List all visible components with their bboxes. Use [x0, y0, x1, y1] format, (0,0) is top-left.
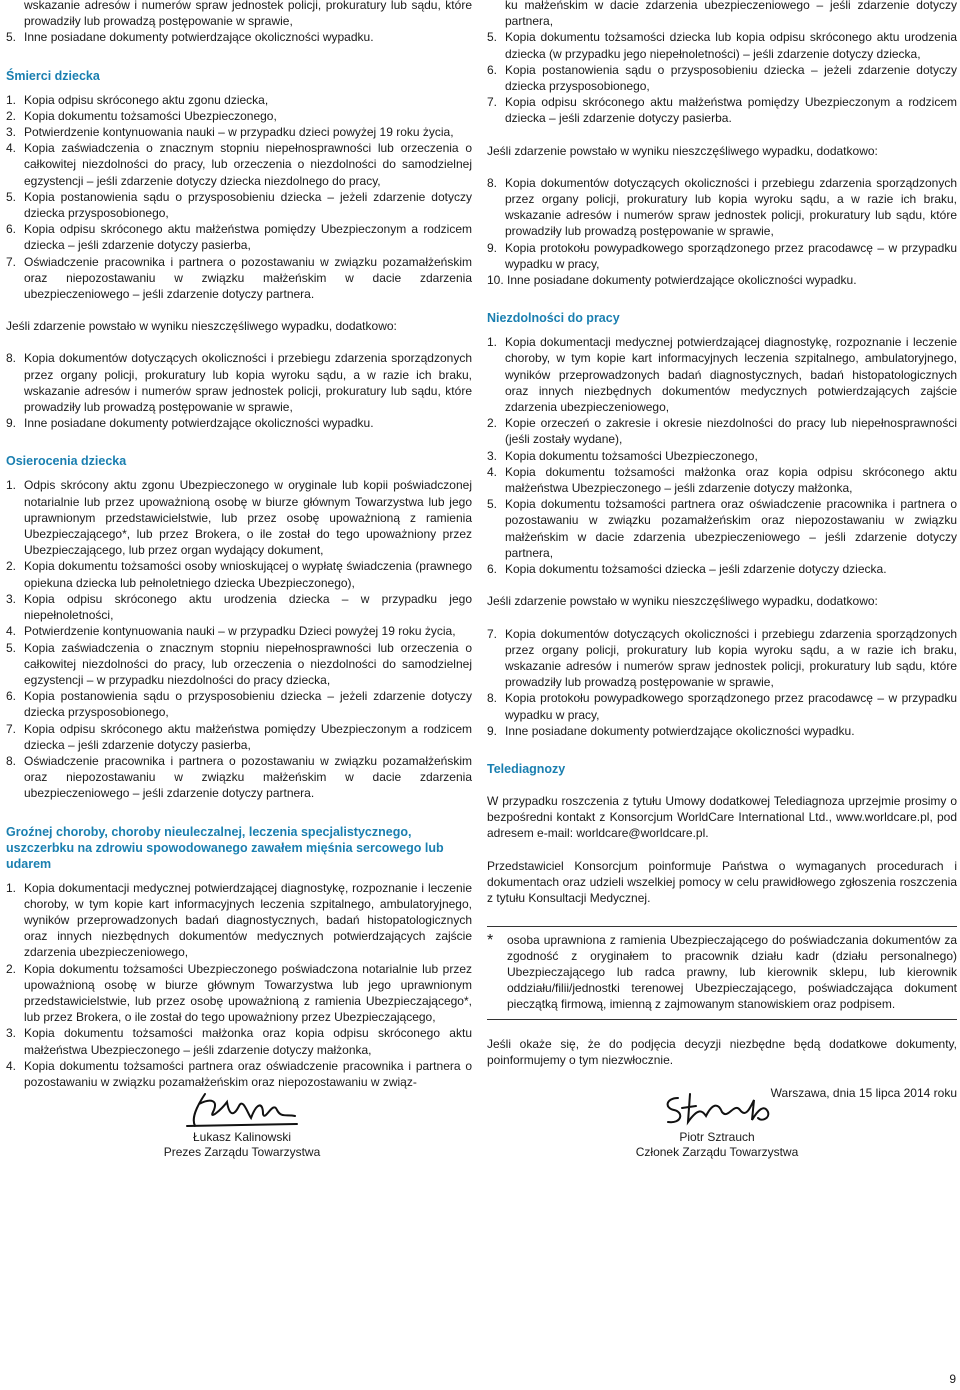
footnote — [487, 926, 957, 1020]
left-column — [6, 0, 472, 1090]
signatory-role-right: Członek Zarządu Towarzystwa — [635, 1145, 799, 1159]
osierocenia-list — [6, 477, 472, 801]
list-item: 4. Kopia zaświadczenia o znacznym stopniu niepełnosprawności lub orzeczenia o całkowitej niezdolności do pracy, lub orzeczenia o niezdolności do samodzielnej egzystencji – jeśli zdarzenie dotyczy dziecka niezdolnego do pracy, — [6, 141, 472, 188]
telediagnozy-paragraph-1: W przypadku roszczenia z tytułu Umowy dodatkowej Telediagnoza uprzejmie prosimy o bezpośredni kontakt z Konsorcjum WorldCare International Ltd., www.worldcare.pl, pod adresem e-mail: worldcare@worldcare.pl. — [487, 793, 957, 841]
list-item: 5. Kopia postanowienia sądu o przysposobieniu dziecka – jeżeli zdarzenie dotyczy dziecka przysposobionego, — [6, 189, 472, 221]
accident-intro: Jeśli zdarzenie powstało w wyniku nieszczęśliwego wypadku, dodatkowo: — [6, 319, 397, 334]
accident-intro: Jeśli zdarzenie powstało w wyniku nieszczęśliwego wypadku, dodatkowo: — [487, 143, 878, 158]
intro-list — [6, 0, 472, 46]
list-item: 9. Inne posiadane dokumenty potwierdzające okoliczności wypadku. — [6, 416, 374, 431]
section-heading-niezdolnosci: Niezdolności do pracy — [487, 311, 620, 326]
list-item: 5. Kopia zaświadczenia o znacznym stopniu niepełnosprawności lub orzeczenia o całkowitej niezdolności do pracy, lub orzeczenia o niezdolności do samodzielnej egzystencji – w przypadku niezdolności do pracy dziecka, — [6, 640, 472, 687]
section-heading-smierci: Śmierci dziecka — [6, 68, 100, 83]
list-item: 1. Kopia odpisu skróconego aktu zgonu dziecka, — [6, 92, 269, 107]
list-item: 9. Kopia protokołu powypadkowego sporządzonego przez pracodawcę – w przypadku wypadku w pracy, — [487, 240, 957, 271]
closing-paragraph: Jeśli okaże się, że do podjęcia decyzji niezbędne będą dodatkowe dokumenty, poinformujemy o tym niezwłocznie. — [487, 1037, 957, 1068]
list-item: 5. Kopia dokumentu tożsamości partnera oraz oświadczenie pracownika i partnera o pozostawaniu w związku pozamałżeńskim oraz niepozostawaniu w związku małżeńskim w dacie zdarzenia ubezpieczeniowego – jeśli zdarzenie dotyczy partnera, — [487, 497, 957, 560]
list-item: 2. Kopia dokumentu tożsamości Ubezpieczonego, — [6, 108, 277, 123]
list-item: 3. Kopia dokumentu tożsamości małżonka oraz kopia odpisu skróconego aktu małżeństwa Ubezpieczonego – jeśli zdarzenie dotyczy małżonka, — [6, 1026, 472, 1057]
signatory-name-left: Łukasz Kalinowski — [192, 1130, 292, 1144]
right-column — [487, 0, 957, 1101]
continuation-list — [487, 0, 957, 127]
list-item: 8. Oświadczenie pracownika i partnera o pozostawaniu w związku pozamałżeńskim oraz niepozostawaniu w związku małżeńskim w dacie zdarzenia ubezpieczeniowego – jeśli zdarzenie dotyczy partnera. — [6, 753, 472, 801]
list-item: 6. Kopia dokumentu tożsamości dziecka – jeśli zdarzenie dotyczy dziecka. — [487, 562, 887, 577]
list-item: 3. Kopia dokumentu tożsamości Ubezpieczonego, — [487, 448, 758, 463]
list-item: 4. Kopia dokumentu tożsamości małżonka oraz kopia odpisu skróconego aktu małżeństwa Ubezpieczonego – jeśli zdarzenie dotyczy małżonka, — [487, 464, 957, 496]
section-heading-telediagnozy: Telediagnozy — [487, 761, 566, 776]
list-item: 6. Kopia postanowienia sądu o przysposobieniu dziecka – jeżeli zdarzenie dotyczy dziecka przysposobionego, — [6, 689, 472, 720]
accident-intro: Jeśli zdarzenie powstało w wyniku nieszczęśliwego wypadku, dodatkowo: — [487, 594, 878, 609]
list-item: ku małżeńskim w dacie zdarzenia ubezpieczeniowego – jeśli zdarzenie dotyczy partnera, — [505, 0, 957, 29]
signature-block-left — [132, 1088, 352, 1160]
signature-right-icon — [652, 1088, 782, 1130]
list-item: 7. Kopia dokumentów dotyczących okoliczności i przebiegu zdarzenia sporządzonych przez organy policji, prokuratury lub kopia wyroku sądu, a w razie ich braku, wskazanie adresów i numerów spraw jednostek policji, prokuratury lub sądu, które prowadziły lub prowadzą postępowanie w sprawie, — [487, 626, 957, 690]
list-item: 2. Kopia dokumentu tożsamości Ubezpieczonego poświadczona notarialnie lub przez upoważnioną osobę w biurze głównym Towarzystwa lub jego uprawnionym przedstawicielstwie, lub przez osobę upoważnioną z ramienia Ubezpieczającego*, lub przez Brokera, o ile został do tego upoważniony przez Ubezpieczającego, — [6, 961, 472, 1025]
list-item: 7. Kopia odpisu skróconego aktu małżeństwa pomiędzy Ubezpieczonym a rodzicem dziecka – jeśli zdarzenie dotyczy pasierba. — [487, 95, 957, 126]
list-item: 5. Inne posiadane dokumenty potwierdzające okoliczności wypadku. — [6, 30, 374, 45]
list-item: 6. Kopia odpisu skróconego aktu małżeństwa pomiędzy Ubezpieczonym a rodzicem dziecka – jeśli zdarzenie dotyczy pasierba, — [6, 222, 472, 253]
niezdolnosci-accident-list — [487, 626, 957, 739]
list-item: 5. Kopia dokumentu tożsamości dziecka lub kopia odpisu skróconego aktu urodzenia dziecka (w przypadku jego niepełnoletności) – jeśli zdarzenie dotyczy dziecka, — [487, 30, 957, 61]
section-heading-osierocenia: Osierocenia dziecka — [6, 454, 127, 469]
list-item: 8. Kopia dokumentów dotyczących okoliczności i przebiegu zdarzenia sporządzonych przez organy policji, prokuratury lub kopia wyroku sądu, a w razie ich braku, wskazanie adresów i numerów spraw jednostek policji, prokuratury lub sądu, które prowadziły lub prowadzą postępowanie w sprawie, — [487, 175, 957, 239]
signatory-role-left: Prezes Zarządu Towarzystwa — [163, 1145, 321, 1159]
list-item: 9. Inne posiadane dokumenty potwierdzające okoliczności wypadku. — [487, 723, 855, 738]
section-heading-choroby: Groźnej choroby, choroby nieuleczalnej, leczenia specjalistycznego, uszczerbku na zdrowiu spowodowanego zawałem mięśnia sercowego lub udarem — [6, 824, 444, 871]
signatory-name-right: Piotr Sztrauch — [679, 1130, 755, 1144]
niezdolnosci-list — [487, 334, 957, 577]
place-date: Warszawa, dnia 15 lipca 2014 roku — [770, 1085, 957, 1100]
page-number: 9 — [949, 1372, 956, 1386]
telediagnozy-paragraph-2: Przedstawiciel Konsorcjum poinformuje Państwa o wymaganych procedurach i dokumentach oraz udzieli wszelkiej pomocy w celu prawidłowego zgłoszenia roszczenia z tytułu Konsultacji Medycznej. — [487, 858, 957, 905]
choroby-list — [6, 880, 472, 1091]
list-item: 8. Kopia dokumentów dotyczących okoliczności i przebiegu zdarzenia sporządzonych przez organy policji, prokuratury lub kopia wyroku sądu, a w razie ich braku, wskazanie adresów i numerów spraw jednostek policji, prokuratury lub sądu, które prowadziły lub prowadzą postępowanie w sprawie, — [6, 351, 472, 415]
list-item: 4. Potwierdzenie kontynuowania nauki – w przypadku Dzieci powyżej 19 roku życia, — [6, 624, 456, 639]
list-item: 7. Kopia odpisu skróconego aktu małżeństwa pomiędzy Ubezpieczonym a rodzicem dziecka – jeśli zdarzenie dotyczy pasierba, — [6, 721, 472, 752]
list-item: 8. Kopia protokołu powypadkowego sporządzonego przez pracodawcę – w przypadku wypadku w pracy, — [487, 691, 957, 722]
list-item: 2. Kopie orzeczeń o zakresie i okresie niezdolności do pracy lub niepełnosprawności (jeśli zostały wydane), — [487, 416, 957, 447]
list-item: 6. Kopia postanowienia sądu o przysposobieniu dziecka – jeżeli zdarzenie dotyczy dziecka przysposobionego, — [487, 62, 957, 94]
footnote-marker: * — [487, 932, 494, 950]
list-item: 1. Kopia dokumentacji medycznej potwierdzającej diagnostykę, rozpoznanie i leczenie choroby, w tym kopie kart informacyjnych leczenia szpitalnego, ambulatoryjnego, wyników przeprowadzonych badań diagnostycznych, badań histopatologicznych oraz innych niezbędnych dokumentów medycznych potwierdzających zajście zdarzenia ubezpieczeniowego, — [487, 335, 957, 415]
footnote-text: osoba uprawniona z ramienia Ubezpieczającego do poświadczania dokumentów za zgodność z oryginałem to pracownik działu kadr (działu personalnego) Ubezpieczającego lub radca prawny, lub kierownik sklepu, lub kierownik oddziału/filii/jednostki terenowej Ubezpieczającego, poświadczająca dokument pieczątką firmową, imienną z zajmowanym stanowiskiem oraz podpisem. — [507, 933, 957, 1012]
list-item: 3. Potwierdzenie kontynuowania nauki – w przypadku dzieci powyżej 19 roku życia, — [6, 125, 454, 140]
list-item: 4. Kopia dokumentu tożsamości partnera oraz oświadczenie pracownika i partnera o pozostawaniu w związku pozamałżeńskim oraz niepozostawaniu w związ- — [6, 1058, 472, 1089]
list-item: 7. Oświadczenie pracownika i partnera o pozostawaniu w związku pozamałżeńskim oraz niepozostawaniu w związku małżeńskim w dacie zdarzenia ubezpieczeniowego – jeśli zdarzenie dotyczy partnera. — [6, 254, 472, 302]
list-item: 3. Kopia odpisu skróconego aktu urodzenia dziecka – w przypadku jego niepełnoletności, — [6, 591, 472, 623]
right-accident-list — [487, 175, 957, 288]
smierci-accident-list — [6, 350, 472, 431]
list-item: 1. Kopia dokumentacji medycznej potwierdzającej diagnostykę, rozpoznanie i leczenie choroby, w tym kopie kart informacyjnych leczenia szpitalnego, ambulatoryjnego, wyników przeprowadzonych badań diagnostycznych, badań histopatologicznych oraz innych niezbędnych dokumentów medycznych potwierdzających zajście zdarzenia ubezpieczeniowego, — [6, 880, 472, 960]
signature-block-right — [607, 1088, 827, 1160]
list-item: wskazanie adresów i numerów spraw jednostek policji, prokuratury lub sądu, które prowadziły lub prowadzą postępowanie w sprawie, — [24, 0, 472, 29]
list-item: 10. Inne posiadane dokumenty potwierdzające okoliczności wypadku. — [487, 273, 857, 288]
smierci-list — [6, 92, 472, 303]
signature-left-icon — [177, 1088, 307, 1130]
list-item: 2. Kopia dokumentu tożsamości osoby wnioskującej o wypłatę świadczenia (prawnego opiekuna dziecka lub pełnoletniego dziecka Ubezpieczonego), — [6, 559, 472, 590]
list-item: 1. Odpis skrócony aktu zgonu Ubezpieczonego w oryginale lub kopii poświadczonej notarialnie lub przez upoważnioną osobę w biurze głównym Towarzystwa lub jego uprawnionym przedstawicielstwie, lub przez osobę upoważnioną z ramienia Ubezpieczającego*, lub przez Brokera, o ile został do tego upoważniony przez Ubezpieczającego, lub przez organ wydający dokument, — [6, 478, 472, 558]
